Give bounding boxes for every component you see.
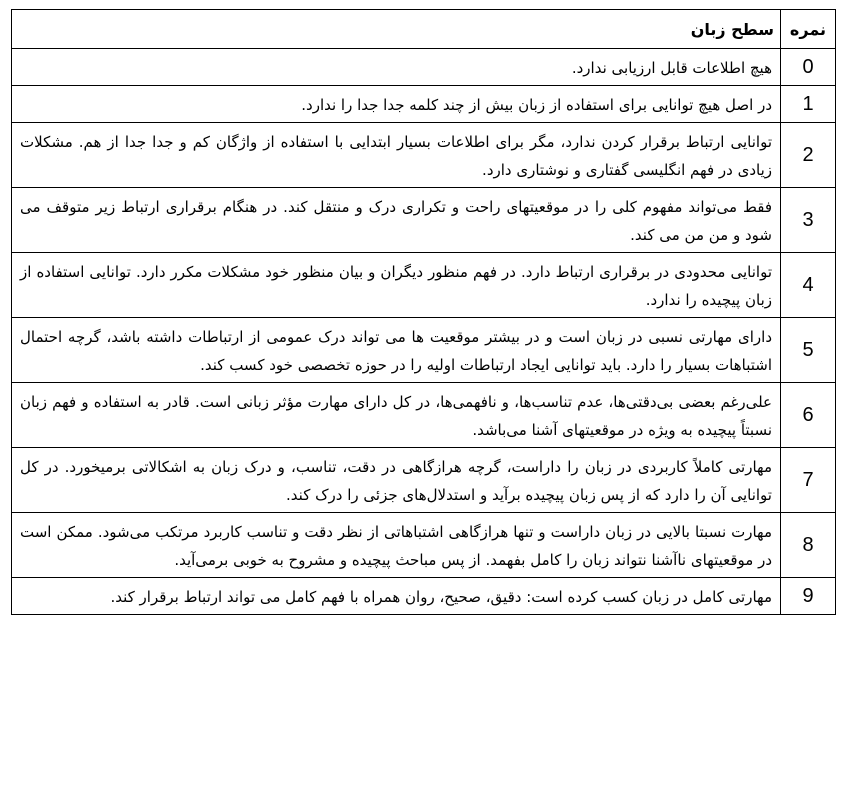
table-row <box>12 383 836 448</box>
table-row <box>12 448 836 513</box>
language-level-table <box>11 9 836 615</box>
score-cell: 0 <box>781 49 836 86</box>
table-row <box>12 578 836 615</box>
description-cell: مهارتی کامل در زبان کسب کرده است: دقیق، صحیح، روان همراه با فهم کامل می تواند ارتباط برقرار کند. <box>12 578 781 615</box>
table-row <box>12 123 836 188</box>
score-cell: 5 <box>781 318 836 383</box>
description-cell: توانایی ارتباط برقرار کردن ندارد، مگر برای اطلاعات بسیار ابتدایی با استفاده از واژگان کم و جدا جدا از هم. مشکلات زیادی در فهم انگلیسی گفتاری و نوشتاری دارد. <box>12 123 781 188</box>
score-cell: 7 <box>781 448 836 513</box>
description-cell: هیچ اطلاعات قابل ارزیابی ندارد. <box>12 49 781 86</box>
score-cell: 8 <box>781 513 836 578</box>
score-column-header: نمره <box>781 10 836 49</box>
description-cell: توانایی محدودی در برقراری ارتباط دارد. در فهم منظور دیگران و بیان منظور خود مشکلات مکرر دارد. توانایی استفاده از زبان پیچیده را ندارد. <box>12 253 781 318</box>
level-column-header: سطح زبان <box>12 10 781 49</box>
table-row <box>12 513 836 578</box>
table-row <box>12 86 836 123</box>
table-row <box>12 253 836 318</box>
table-row <box>12 318 836 383</box>
description-cell: دارای مهارتی نسبی در زبان است و در بیشتر موقعیت ها می تواند درک عمومی از ارتباطات داشته باشد، گرچه احتمال اشتباهات بسیار را دارد. باید توانایی ایجاد ارتباطات اولیه را در حوزه تخصصی خود کسب کند. <box>12 318 781 383</box>
table-row <box>12 49 836 86</box>
description-cell: مهارت نسبتا بالایی در زبان داراست و تنها هرازگاهی اشتباهاتی از نظر دقت و تناسب کاربرد مرتکب می‌شود. ممکن است در موقعیتهای ناآشنا نتواند زبان را کامل بفهمد. از پس مباحث پیچیده و مشروح به خوبی برمی‌آید. <box>12 513 781 578</box>
score-cell: 6 <box>781 383 836 448</box>
score-cell: 2 <box>781 123 836 188</box>
description-cell: مهارتی کاملاً کاربردی در زبان را داراست، گرچه هرازگاهی در دقت، تناسب، و درک زبان به اشکالاتی برمیخورد. در کل توانایی آن را دارد که از پس زبان پیچیده برآید و استدلال‌های جزئی را درک کند. <box>12 448 781 513</box>
score-cell: 4 <box>781 253 836 318</box>
description-cell: در اصل هیچ توانایی برای استفاده از زبان بیش از چند کلمه جدا جدا را ندارد. <box>12 86 781 123</box>
score-cell: 3 <box>781 188 836 253</box>
header-row <box>12 10 836 49</box>
description-cell: علی‌رغم بعضی بی‌دقتی‌ها، عدم تناسب‌ها، و نافهمی‌ها، در کل دارای مهارت مؤثر زبانی است. قادر به استفاده و فهم زبان نسبتاً پیچیده به ویژه در موقعیتهای آشنا می‌باشد. <box>12 383 781 448</box>
description-cell: فقط می‌تواند مفهوم کلی را در موقعیتهای راحت و تکراری درک و منتقل کند. در هنگام برقراری ارتباط زیر متوقف می شود و من من می کند. <box>12 188 781 253</box>
table-row <box>12 188 836 253</box>
score-cell: 1 <box>781 86 836 123</box>
score-cell: 9 <box>781 578 836 615</box>
